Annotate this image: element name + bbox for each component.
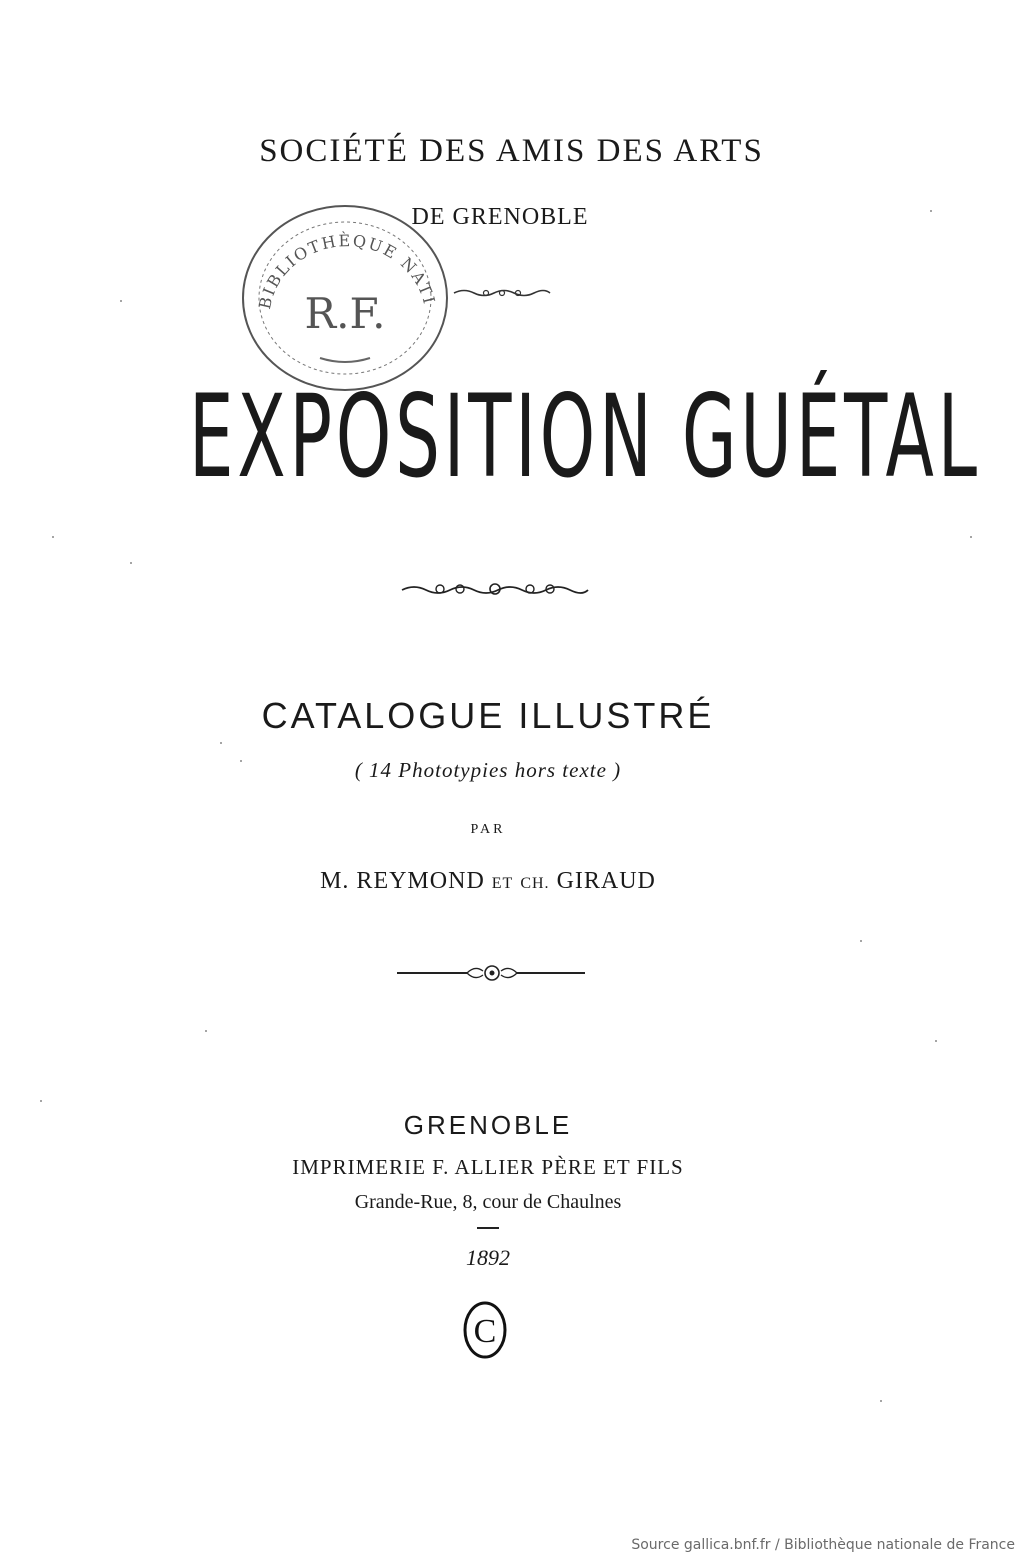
author-2-prefix: CH. [520, 875, 550, 892]
authors-line [0, 868, 976, 895]
divider-ornament [397, 961, 587, 985]
paper-speck [220, 742, 222, 744]
paper-speck [120, 300, 122, 302]
paper-speck [860, 940, 862, 942]
by-label: PAR [470, 822, 506, 837]
catalogue-heading: CATALOGUE ILLUSTRÉ [261, 695, 715, 736]
author-1: M. REYMOND [320, 868, 485, 894]
flourish-ornament [400, 580, 590, 600]
imprint-city: GRENOBLE [403, 1110, 573, 1140]
author-conjunction: ET [491, 875, 514, 892]
society-city: DE GRENOBLE [411, 204, 589, 230]
short-rule [477, 1226, 501, 1230]
paper-speck [205, 1030, 207, 1032]
source-attribution: Source gallica.bnf.fr / Bibliothèque nationale de France [631, 1537, 1015, 1553]
exhibition-title: EXPOSITION GUÉTAL [188, 370, 981, 503]
small-flourish-ornament [452, 286, 552, 300]
paper-speck [935, 1040, 937, 1042]
paper-speck [970, 536, 972, 538]
paper-speck [52, 536, 54, 538]
paper-speck [930, 210, 932, 212]
paper-speck [130, 562, 132, 564]
society-name: SOCIÉTÉ DES AMIS DES ARTS [259, 133, 764, 169]
imprint-printer: IMPRIMERIE F. ALLIER PÈRE ET FILS [292, 1155, 684, 1179]
imprint-year: 1892 [466, 1245, 510, 1270]
paper-speck [240, 760, 242, 762]
author-2: GIRAUD [556, 868, 656, 894]
copyright-letter: C [473, 1313, 497, 1350]
stamp-text: BIBLIOTHÈQUE NATIONALE [232, 185, 440, 311]
stamp-initials: R.F. [304, 289, 386, 338]
copyright-mark [461, 1300, 511, 1362]
catalogue-note: ( 14 Phototypies hors texte ) [354, 758, 622, 782]
paper-speck [40, 1100, 42, 1102]
paper-speck [880, 1400, 882, 1402]
imprint-address: Grande-Rue, 8, cour de Chaulnes [354, 1191, 622, 1213]
